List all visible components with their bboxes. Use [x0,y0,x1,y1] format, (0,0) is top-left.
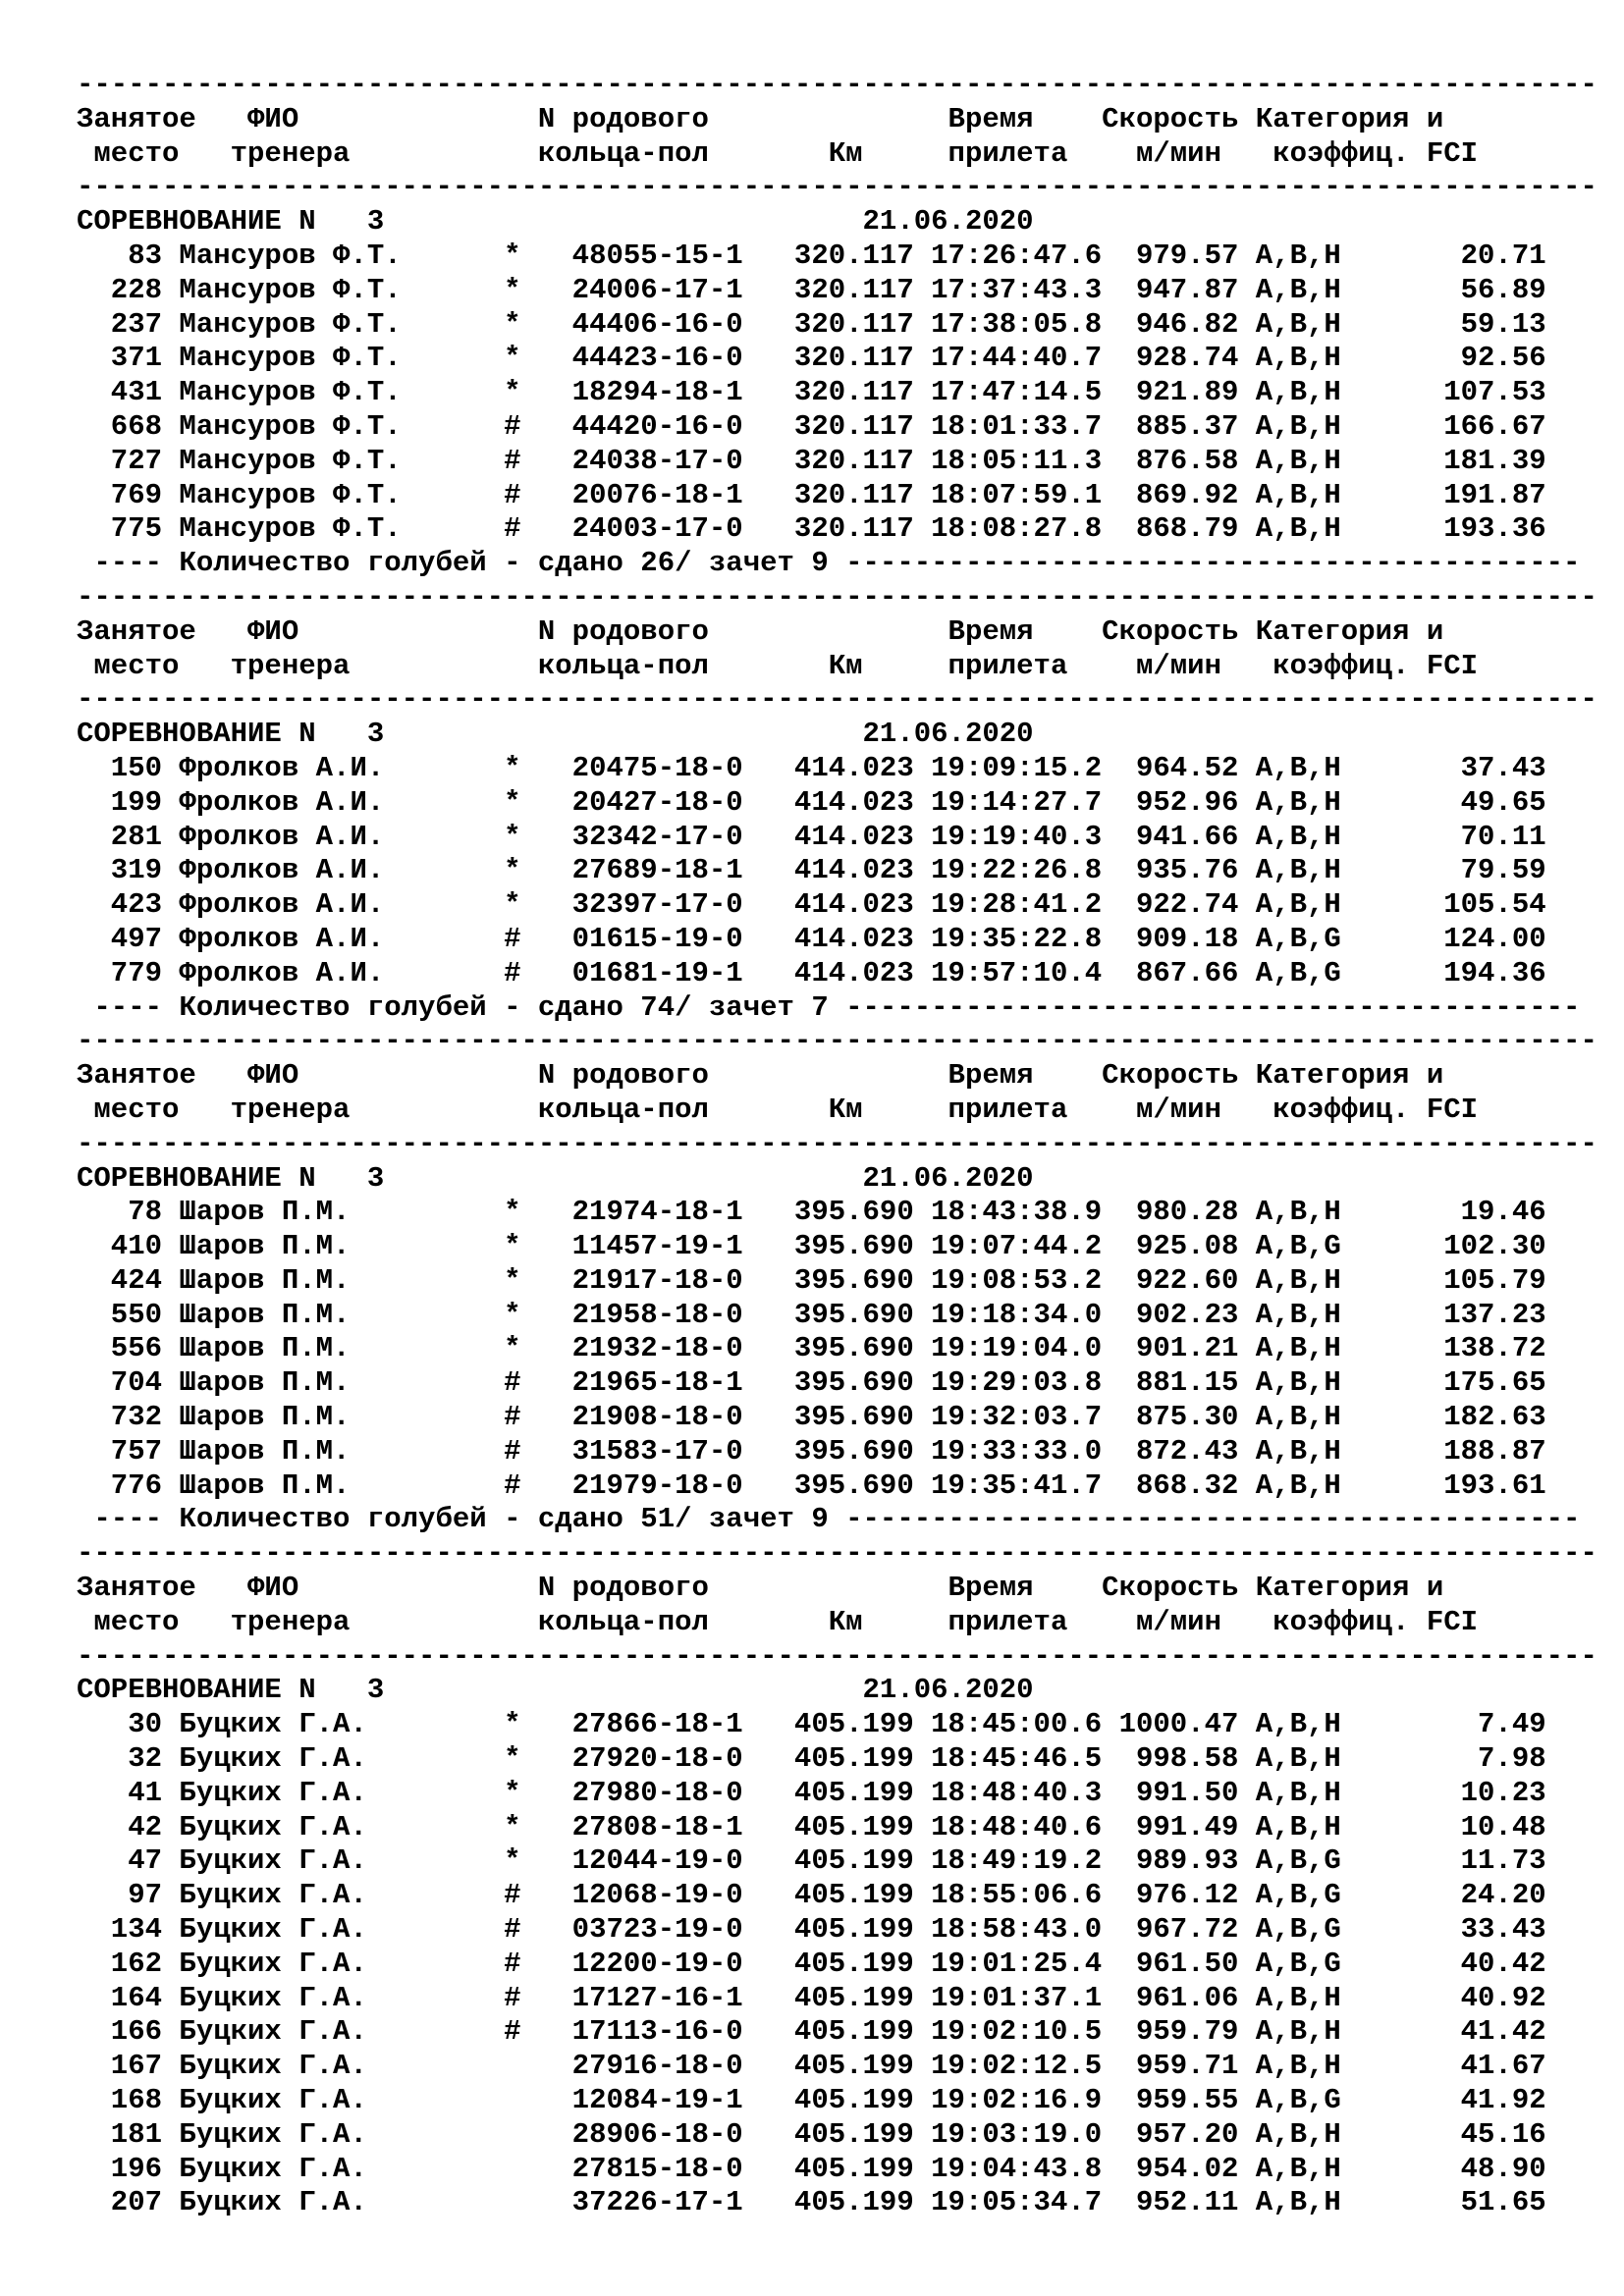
result-row: 775 Мансуров Ф.Т. # 24003-17-0 320.117 18:08:27.8 868.79 A,B,H 193.36 [77,512,1546,546]
result-row: 779 Фролков А.И. # 01681-19-1 414.023 19:57:10.4 867.66 A,B,G 194.36 [77,956,1546,989]
results-document [77,69,1597,2220]
section-summary: ---- Количество голубей - сдано 51/ зачет 9 ------------------------------------------- [77,1503,1581,1536]
column-header-line: Занятое ФИО N родового Время Скорость Категория и [77,1059,1444,1093]
column-header-line: место тренера кольца-пол Км прилета м/мин коэффиц. FCI [77,649,1479,682]
dashed-rule: ----------------------------------------------------------------------------------------- [77,171,1597,204]
result-row: 42 Буцких Г.А. * 27808-18-1 405.199 18:48:40.6 991.49 A,B,H 10.48 [77,1810,1546,1843]
result-row: 32 Буцких Г.А. * 27920-18-0 405.199 18:45:46.5 998.58 A,B,H 7.98 [77,1742,1546,1776]
result-row: 196 Буцких Г.А. 27815-18-0 405.199 19:04:43.8 954.02 A,B,H 48.90 [77,2152,1546,2185]
column-header-line: Занятое ФИО N родового Время Скорость Категория и [77,102,1444,135]
result-row: 162 Буцких Г.А. # 12200-19-0 405.199 19:01:25.4 961.50 A,B,G 40.42 [77,1947,1546,1980]
result-row: 704 Шаров П.М. # 21965-18-1 395.690 19:29:03.8 881.15 A,B,H 175.65 [77,1366,1546,1400]
result-row: 237 Мансуров Ф.Т. * 44406-16-0 320.117 17:38:05.8 946.82 A,B,H 59.13 [77,307,1546,341]
result-row: 497 Фролков А.И. # 01615-19-0 414.023 19:35:22.8 909.18 A,B,G 124.00 [77,922,1546,955]
dashed-rule: ----------------------------------------------------------------------------------------- [77,580,1597,614]
result-row: 410 Шаров П.М. * 11457-19-1 395.690 19:07:44.2 925.08 A,B,G 102.30 [77,1230,1546,1263]
result-row: 769 Мансуров Ф.Т. # 20076-18-1 320.117 18:07:59.1 869.92 A,B,H 191.87 [77,478,1546,511]
result-row: 166 Буцких Г.А. # 17113-16-0 405.199 19:02:10.5 959.79 A,B,H 41.42 [77,2015,1546,2049]
result-row: 431 Мансуров Ф.Т. * 18294-18-1 320.117 17:47:14.5 921.89 A,B,H 107.53 [77,376,1546,409]
result-row: 168 Буцких Г.А. 12084-19-1 405.199 19:02:16.9 959.55 A,B,G 41.92 [77,2084,1546,2117]
result-row: 199 Фролков А.И. * 20427-18-0 414.023 19:14:27.7 952.96 A,B,H 49.65 [77,785,1546,819]
result-row: 371 Мансуров Ф.Т. * 44423-16-0 320.117 17:44:40.7 928.74 A,B,H 92.56 [77,342,1546,375]
column-header-line: место тренера кольца-пол Км прилета м/мин коэффиц. FCI [77,1093,1479,1126]
result-row: 556 Шаров П.М. * 21932-18-0 395.690 19:19:04.0 901.21 A,B,H 138.72 [77,1332,1546,1365]
dashed-rule: ----------------------------------------------------------------------------------------- [77,1025,1597,1058]
result-row: 78 Шаров П.М. * 21974-18-1 395.690 18:43:38.9 980.28 A,B,H 19.46 [77,1196,1546,1229]
column-header-line: Занятое ФИО N родового Время Скорость Категория и [77,1572,1444,1605]
column-header-line: место тренера кольца-пол Км прилета м/мин коэффиц. FCI [77,1605,1479,1638]
result-row: 423 Фролков А.И. * 32397-17-0 414.023 19:28:41.2 922.74 A,B,H 105.54 [77,888,1546,922]
result-row: 228 Мансуров Ф.Т. * 24006-17-1 320.117 17:37:43.3 947.87 A,B,H 56.89 [77,273,1546,306]
competition-line: СОРЕВНОВАНИЕ N 3 21.06.2020 [77,718,1034,751]
result-row: 207 Буцких Г.А. 37226-17-1 405.199 19:05:34.7 952.11 A,B,H 51.65 [77,2186,1546,2219]
section-summary: ---- Количество голубей - сдано 74/ зачет 7 ------------------------------------------- [77,990,1581,1024]
result-row: 757 Шаров П.М. # 31583-17-0 395.690 19:33:33.0 872.43 A,B,H 188.87 [77,1434,1546,1468]
result-row: 30 Буцких Г.А. * 27866-18-1 405.199 18:45:00.6 1000.47 A,B,H 7.49 [77,1708,1546,1741]
result-row: 164 Буцких Г.А. # 17127-16-1 405.199 19:01:37.1 961.06 A,B,H 40.92 [77,1981,1546,2014]
section-summary: ---- Количество голубей - сдано 26/ зачет 9 ------------------------------------------- [77,547,1581,580]
result-row: 281 Фролков А.И. * 32342-17-0 414.023 19:19:40.3 941.66 A,B,H 70.11 [77,820,1546,853]
dashed-rule: ----------------------------------------------------------------------------------------- [77,1639,1597,1673]
result-row: 47 Буцких Г.А. * 12044-19-0 405.199 18:49:19.2 989.93 A,B,G 11.73 [77,1844,1546,1878]
result-row: 41 Буцких Г.А. * 27980-18-0 405.199 18:48:40.3 991.50 A,B,H 10.23 [77,1776,1546,1809]
result-row: 668 Мансуров Ф.Т. # 44420-16-0 320.117 18:01:33.7 885.37 A,B,H 166.67 [77,409,1546,443]
result-row: 732 Шаров П.М. # 21908-18-0 395.690 19:32:03.7 875.30 A,B,H 182.63 [77,1401,1546,1434]
dashed-rule: ----------------------------------------------------------------------------------------- [77,683,1597,717]
result-row: 134 Буцких Г.А. # 03723-19-0 405.199 18:58:43.0 967.72 A,B,G 33.43 [77,1913,1546,1947]
result-row: 83 Мансуров Ф.Т. * 48055-15-1 320.117 17:26:47.6 979.57 A,B,H 20.71 [77,239,1546,272]
result-row: 424 Шаров П.М. * 21917-18-0 395.690 19:08:53.2 922.60 A,B,H 105.79 [77,1263,1546,1297]
result-row: 97 Буцких Г.А. # 12068-19-0 405.199 18:55:06.6 976.12 A,B,G 24.20 [77,1879,1546,1912]
result-row: 550 Шаров П.М. * 21958-18-0 395.690 19:18:34.0 902.23 A,B,H 137.23 [77,1298,1546,1331]
dashed-rule: ----------------------------------------------------------------------------------------- [77,1127,1597,1160]
column-header-line: место тренера кольца-пол Км прилета м/мин коэффиц. FCI [77,136,1479,170]
competition-line: СОРЕВНОВАНИЕ N 3 21.06.2020 [77,205,1034,239]
column-header-line: Занятое ФИО N родового Время Скорость Категория и [77,614,1444,648]
result-row: 319 Фролков А.И. * 27689-18-1 414.023 19:22:26.8 935.76 A,B,H 79.59 [77,854,1546,887]
dashed-rule: ----------------------------------------------------------------------------------------- [77,1537,1597,1571]
result-row: 727 Мансуров Ф.Т. # 24038-17-0 320.117 18:05:11.3 876.58 A,B,H 181.39 [77,444,1546,477]
competition-line: СОРЕВНОВАНИЕ N 3 21.06.2020 [77,1161,1034,1195]
dashed-rule: ----------------------------------------------------------------------------------------- [77,69,1597,101]
result-row: 181 Буцких Г.А. 28906-18-0 405.199 19:03:19.0 957.20 A,B,H 45.16 [77,2117,1546,2151]
result-row: 776 Шаров П.М. # 21979-18-0 395.690 19:35:41.7 868.32 A,B,H 193.61 [77,1468,1546,1502]
result-row: 150 Фролков А.И. * 20475-18-0 414.023 19:09:15.2 964.52 A,B,H 37.43 [77,751,1546,784]
result-row: 167 Буцких Г.А. 27916-18-0 405.199 19:02:12.5 959.71 A,B,H 41.67 [77,2050,1546,2083]
competition-line: СОРЕВНОВАНИЕ N 3 21.06.2020 [77,1674,1034,1707]
